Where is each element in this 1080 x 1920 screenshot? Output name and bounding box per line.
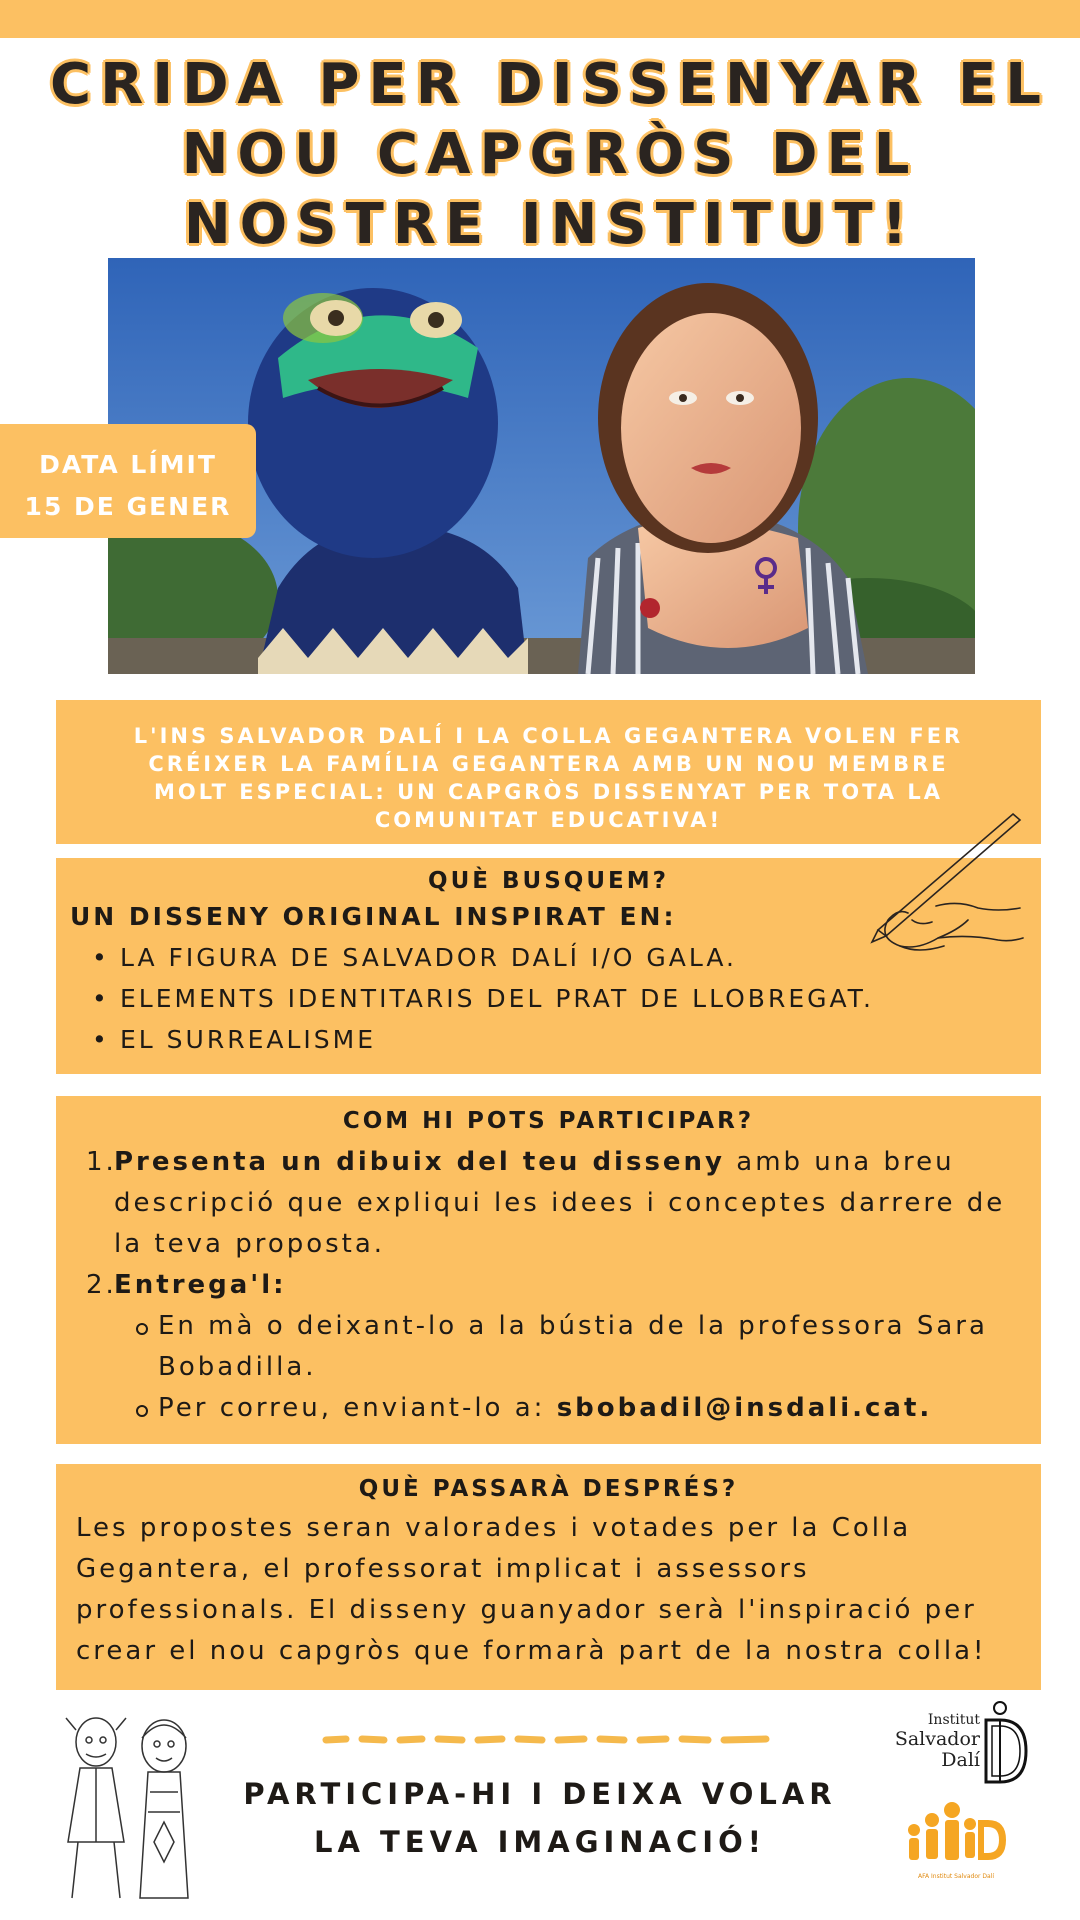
intro-text: L'INS SALVADOR DALÍ I LA COLLA GEGANTERA VOLEN FER CRÉIXER LA FAMÍLIA GEGANTERA AMB UN NOU MEMBRE MOLT ESPECIAL: UN CAPGRÒS DISSENYAT PER TOTA LA COMUNITAT EDUCATIVA! [133, 724, 964, 832]
cta-line-1: PARTICIPA-HI I DEIXA VOLAR [243, 1777, 837, 1811]
cta-line-2: LA TEVA IMAGINACIÓ! [314, 1825, 766, 1859]
step-1-number: 1. [86, 1147, 117, 1177]
despres-text: Les propostes seran valorades i votades per la Colla Gegantera, el professorat implicat i assessors professionals. El disseny guanyador serà l'inspiració per crear el nou capgròs que formarà part de la nostra colla! [76, 1513, 987, 1666]
title-line-2: NOU CAPGRÒS DEL [181, 122, 919, 187]
busquem-subheading: UN DISSENY ORIGINAL INSPIRAT EN: [70, 902, 677, 931]
afa-family-icon [900, 1800, 1012, 1870]
title-line-3: NOSTRE INSTITUT! [183, 192, 917, 257]
logo-line-1: Institut [927, 1712, 980, 1728]
despres-heading: QUÈ PASSARÀ DESPRÉS? [358, 1476, 739, 1502]
delivery-options [136, 1306, 1041, 1429]
title-line-1: CRIDA PER DISSENYAR EL [50, 52, 1050, 117]
top-color-band [0, 0, 1080, 38]
section-despres [56, 1464, 1041, 1690]
step-1-bold: Presenta un dibuix del teu disseny [114, 1147, 726, 1177]
step-2 [86, 1265, 1041, 1306]
list-item: • EL SURREALISME [92, 1019, 1041, 1060]
call-to-action [240, 1770, 840, 1866]
giants-drawing-icon [58, 1712, 208, 1904]
step-1 [86, 1142, 1041, 1265]
busquem-heading: QUÈ BUSQUEM? [428, 868, 669, 894]
delivery-option-email [136, 1388, 1041, 1429]
email-link[interactable]: sbobadil@insdali.cat. [556, 1393, 933, 1423]
page-title [40, 50, 1060, 260]
deadline-date: 15 DE GENER [24, 492, 232, 521]
decorative-dashes [322, 1732, 772, 1746]
afa-text: AFA Institut Salvador Dalí [917, 1873, 994, 1880]
deadline-badge [0, 424, 256, 538]
participar-heading: COM HI POTS PARTICIPAR? [342, 1108, 755, 1134]
list-item: • ELEMENTS IDENTITARIS DEL PRAT DE LLOBREGAT. [92, 978, 1041, 1019]
step-1-text: amb una breu descripció que expliqui les idees i conceptes darrere de la teva proposta. [114, 1147, 1006, 1259]
delivery-option-hand: En mà o deixant-lo a la bústia de la professora Sara Bobadilla. [136, 1306, 1041, 1388]
deadline-label: DATA LÍMIT [39, 450, 217, 479]
dali-d-icon [982, 1700, 1030, 1790]
step-2-bold: Entrega'l: [114, 1270, 287, 1300]
list-item: • LA FIGURA DE SALVADOR DALÍ I/O GALA. [92, 937, 1041, 978]
section-participar [56, 1096, 1041, 1444]
step-2-number: 2. [86, 1270, 117, 1300]
afa-logo [900, 1800, 1012, 1880]
logo-line-3: Dalí [941, 1749, 980, 1771]
email-prefix: Per correu, enviant-lo a: [158, 1393, 557, 1423]
institut-dali-logo [890, 1700, 1030, 1790]
pencil-hand-icon [848, 808, 1028, 958]
logo-line-2: Salvador [894, 1728, 980, 1750]
